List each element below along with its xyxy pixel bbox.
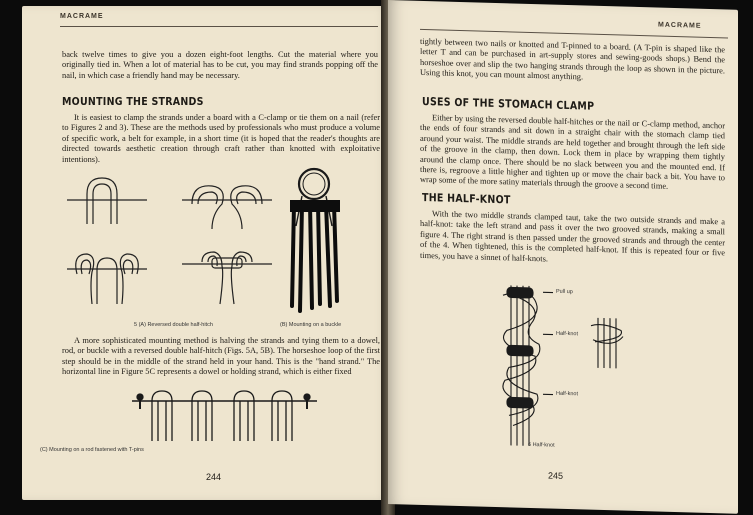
left-intro-text: back twelve times to give you a dozen eight-foot lengths. Cut the material where you originally tied in. When a lot of material has to be cut, you may find strands popping off the nail, in which case a friendly hand may be necessary. xyxy=(62,50,378,80)
label-half-knot-2: Half-knot xyxy=(556,390,579,398)
caption-figure-6: 6 Half-knot xyxy=(528,441,555,449)
right-page xyxy=(388,0,738,514)
label-pull-up: Pull up xyxy=(556,288,573,296)
figure-6-half-knot-illustration xyxy=(483,275,663,455)
header-rule-right xyxy=(420,29,728,39)
page-number-left: 244 xyxy=(206,472,222,482)
right-intro-text: tightly between two nails or knotted and T-pinned to a board. (A T-pin is shaped like the letter T and can be purchased in art-supply stores and sewing-goods shops.) Bend the horseshoe over and slip the two hanging strands through the loop as shown in the picture. Using this knot, you can mount almost anything. xyxy=(420,36,725,82)
caption-figure-5b: (B) Mounting on a buckle xyxy=(280,322,342,328)
mounting-paragraph: It is easiest to clamp the strands under a board with a C-clamp or tie them on a nail (refer to Figures 2 and 3). These are the methods used by professionals who must produce a volume of specific work, a belt for example, in a short time (it is hoped that the reader's thoughts are directed towards aesthetic creation through craft rather than knotted with exploitative intentions). xyxy=(62,113,380,164)
figure-5b-buckle-illustration xyxy=(282,166,352,316)
left-page-header: MACRAME xyxy=(60,13,104,20)
label-half-knot-1: Half-knot xyxy=(556,330,579,338)
heading-uses-of-stomach-clamp: USES OF THE STOMACH CLAMP xyxy=(422,94,595,113)
caption-figure-5a: 5 (A) Reversed double half-hitch xyxy=(134,322,213,328)
header-rule xyxy=(60,26,378,27)
page-number-right: 245 xyxy=(548,470,564,481)
stomach-clamp-paragraph: Either by using the reversed double half-hitches or the nail or C-clamp method, anchor the ends of four strands and sit down in a straight chair with the stomach clamp tied around your waist. The middle strands are held together and brought through the left side of the groove in the clamp, then down. Lock them in place by wrapping them tightly around the clamp once. There should be no slack between you and the mounted end. If there is, regroove a little higher and tighten up or move the chair back a bit. You have to wrap some of the more satiny materials through the groove a second time. xyxy=(420,113,725,192)
half-knot-paragraph: With the two middle strands clamped taut, take the two outside strands and make a half-knot: take the left strand and pass it over the two grooved strands, making a small figure 4. The right strand is then passed under the grooved strands and through the center of the 4. When tightened, this is the completed half-knot. If this is repeated four or five times, you have a sinnet of half-knots. xyxy=(420,209,725,264)
figure-5a-illustration xyxy=(62,174,292,319)
figure-5c-illustration xyxy=(122,389,322,444)
caption-figure-5c: (C) Mounting on a rod fastened with T-pins xyxy=(40,447,144,453)
heading-the-half-knot: THE HALF-KNOT xyxy=(422,190,511,207)
left-page xyxy=(22,6,392,500)
heading-mounting-the-strands: MOUNTING THE STRANDS xyxy=(62,95,204,108)
mounting-method-paragraph: A more sophisticated mounting method is halving the strands and tying them to a dowel, rod, or buckle with a reversed double half-hitch (Figs. 5A, 5B). The horseshoe loop of the first step should be in the middle of the strand held in your hand. This is the "hand strand." The horizontal line in Figure 5C represents a dowel or holding strand, which is either fixed xyxy=(62,336,380,377)
right-page-header: MACRAME xyxy=(658,21,702,30)
